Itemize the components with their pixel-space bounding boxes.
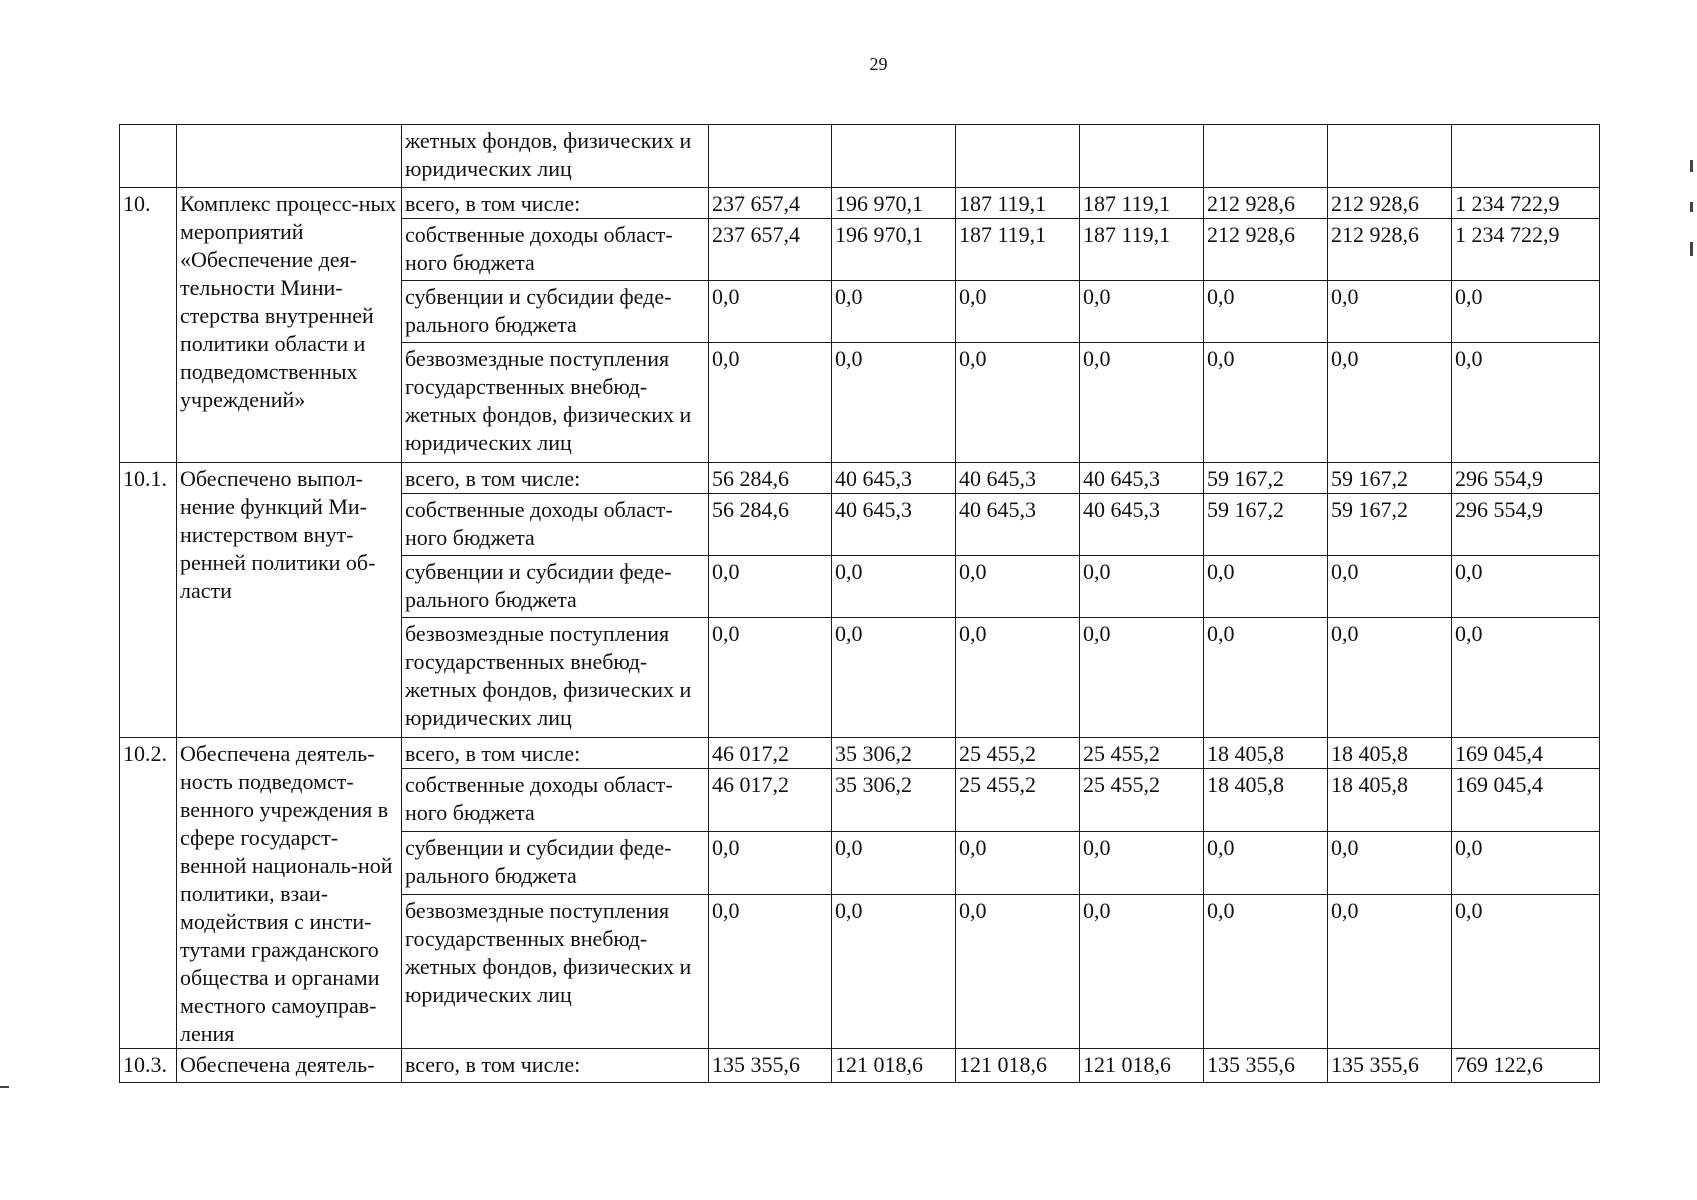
value-cell: 0,0	[1080, 894, 1204, 1048]
description-cell: Обеспечена деятель-ность подведомст-венного учреждения в сфере государст-венной националь-ной политики, взаи-модействия с инсти-тутами гражданского общества и органами местного самоуправ-ления	[177, 738, 402, 1049]
value-cell: 0,0	[956, 618, 1080, 738]
table-row	[120, 1049, 1600, 1083]
value-cell: 40 645,3	[832, 463, 956, 494]
value-cell: 46 017,2	[709, 738, 832, 769]
value-cell: 212 928,6	[1204, 219, 1328, 281]
value-cell: 25 455,2	[956, 769, 1080, 832]
value-cell: 0,0	[1328, 832, 1452, 895]
source-cell: всего, в том числе:	[402, 188, 709, 219]
value-cell: 0,0	[956, 343, 1080, 463]
value-cell: 0,0	[1204, 556, 1328, 618]
value-cell: 0,0	[709, 894, 832, 1048]
value-cell: 0,0	[1204, 832, 1328, 895]
value-cell: 1 234 722,9	[1452, 188, 1600, 219]
value-cell: 169 045,4	[1452, 738, 1600, 769]
value-cell: 18 405,8	[1328, 769, 1452, 832]
value-cell: 0,0	[1452, 343, 1600, 463]
value-cell: 25 455,2	[1080, 738, 1204, 769]
value-cell: 0,0	[956, 832, 1080, 895]
value-cell: 40 645,3	[832, 494, 956, 556]
value-cell: 46 017,2	[709, 769, 832, 832]
value-cell: 0,0	[832, 894, 956, 1048]
row-number-cell: 10.1.	[120, 463, 177, 738]
value-cell: 121 018,6	[1080, 1049, 1204, 1083]
value-cell: 0,0	[832, 556, 956, 618]
value-cell: 25 455,2	[956, 738, 1080, 769]
value-cell	[1080, 125, 1204, 188]
value-cell: 40 645,3	[1080, 463, 1204, 494]
value-cell: 18 405,8	[1204, 769, 1328, 832]
source-cell: безвозмездные поступления государственных внебюд-жетных фондов, физических и юридических лиц	[402, 894, 709, 1048]
source-cell: собственные доходы област-ного бюджета	[402, 494, 709, 556]
source-cell: всего, в том числе:	[402, 463, 709, 494]
value-cell	[956, 125, 1080, 188]
page-number: 29	[869, 54, 888, 74]
value-cell: 0,0	[1328, 618, 1452, 738]
value-cell: 0,0	[832, 832, 956, 895]
value-cell: 0,0	[709, 618, 832, 738]
value-cell: 0,0	[956, 894, 1080, 1048]
value-cell: 296 554,9	[1452, 494, 1600, 556]
value-cell: 35 306,2	[832, 769, 956, 832]
value-cell: 0,0	[1452, 281, 1600, 343]
value-cell: 0,0	[1204, 618, 1328, 738]
row-number-cell: 10.2.	[120, 738, 177, 1049]
value-cell: 40 645,3	[1080, 494, 1204, 556]
value-cell: 187 119,1	[956, 188, 1080, 219]
source-cell: безвозмездные поступления государственных внебюд-жетных фондов, физических и юридических лиц	[402, 618, 709, 738]
description-cell: Обеспечена деятель-	[177, 1049, 402, 1083]
description-cell: Обеспечено выпол-нение функций Ми-нистерством внут-ренней политики об-ласти	[177, 463, 402, 738]
source-cell: субвенции и субсидии феде-рального бюджета	[402, 281, 709, 343]
value-cell: 0,0	[1080, 618, 1204, 738]
description-cell: Комплекс процесс-ных мероприятий «Обеспечение дея-тельности Мини-стерства внутренней политики области и подведомственных учреждений»	[177, 188, 402, 463]
value-cell: 212 928,6	[1204, 188, 1328, 219]
value-cell: 59 167,2	[1204, 463, 1328, 494]
value-cell: 0,0	[709, 832, 832, 895]
value-cell: 0,0	[1080, 281, 1204, 343]
value-cell	[1328, 125, 1452, 188]
value-cell: 187 119,1	[1080, 188, 1204, 219]
source-cell: жетных фондов, физических и юридических лиц	[402, 125, 709, 188]
row-number-cell	[120, 125, 177, 188]
value-cell: 187 119,1	[1080, 219, 1204, 281]
source-cell: собственные доходы област-ного бюджета	[402, 219, 709, 281]
value-cell: 0,0	[709, 556, 832, 618]
value-cell: 0,0	[1452, 618, 1600, 738]
value-cell: 40 645,3	[956, 463, 1080, 494]
value-cell: 1 234 722,9	[1452, 219, 1600, 281]
value-cell: 59 167,2	[1328, 463, 1452, 494]
table-row	[120, 188, 1600, 219]
value-cell	[1204, 125, 1328, 188]
value-cell: 0,0	[832, 618, 956, 738]
description-cell	[177, 125, 402, 188]
value-cell: 0,0	[1080, 832, 1204, 895]
source-cell: безвозмездные поступления государственных внебюд-жетных фондов, физических и юридических лиц	[402, 343, 709, 463]
scan-edge-mark	[1690, 202, 1693, 212]
value-cell: 0,0	[1204, 894, 1328, 1048]
source-cell: субвенции и субсидии феде-рального бюджета	[402, 556, 709, 618]
scan-edge-mark	[1690, 160, 1693, 172]
value-cell: 40 645,3	[956, 494, 1080, 556]
value-cell: 0,0	[832, 281, 956, 343]
value-cell: 0,0	[1204, 281, 1328, 343]
table-row	[120, 125, 1600, 188]
value-cell: 0,0	[1328, 894, 1452, 1048]
source-cell: субвенции и субсидии феде-рального бюджета	[402, 832, 709, 895]
value-cell: 25 455,2	[1080, 769, 1204, 832]
value-cell: 0,0	[1452, 556, 1600, 618]
value-cell: 0,0	[956, 281, 1080, 343]
value-cell	[709, 125, 832, 188]
value-cell: 18 405,8	[1204, 738, 1328, 769]
source-cell: всего, в том числе:	[402, 1049, 709, 1083]
value-cell: 212 928,6	[1328, 219, 1452, 281]
budget-table	[119, 124, 1600, 1083]
value-cell: 237 657,4	[709, 188, 832, 219]
value-cell: 0,0	[956, 556, 1080, 618]
value-cell: 196 970,1	[832, 188, 956, 219]
value-cell: 196 970,1	[832, 219, 956, 281]
value-cell: 59 167,2	[1328, 494, 1452, 556]
value-cell: 56 284,6	[709, 494, 832, 556]
value-cell: 18 405,8	[1328, 738, 1452, 769]
value-cell	[1452, 125, 1600, 188]
value-cell: 59 167,2	[1204, 494, 1328, 556]
value-cell: 135 355,6	[1328, 1049, 1452, 1083]
value-cell: 296 554,9	[1452, 463, 1600, 494]
value-cell: 135 355,6	[709, 1049, 832, 1083]
value-cell: 169 045,4	[1452, 769, 1600, 832]
row-number-cell: 10.	[120, 188, 177, 463]
row-number-cell: 10.3.	[120, 1049, 177, 1083]
value-cell: 121 018,6	[956, 1049, 1080, 1083]
source-cell: собственные доходы област-ного бюджета	[402, 769, 709, 832]
value-cell: 0,0	[1452, 894, 1600, 1048]
value-cell: 212 928,6	[1328, 188, 1452, 219]
value-cell: 769 122,6	[1452, 1049, 1600, 1083]
table-row	[120, 463, 1600, 494]
value-cell: 187 119,1	[956, 219, 1080, 281]
value-cell: 0,0	[1328, 281, 1452, 343]
value-cell: 0,0	[709, 281, 832, 343]
value-cell: 0,0	[1080, 556, 1204, 618]
value-cell: 0,0	[832, 343, 956, 463]
value-cell	[832, 125, 956, 188]
value-cell: 56 284,6	[709, 463, 832, 494]
value-cell: 0,0	[1204, 343, 1328, 463]
scan-edge-mark	[1690, 242, 1693, 256]
scan-edge-mark	[0, 1086, 9, 1088]
value-cell: 35 306,2	[832, 738, 956, 769]
value-cell: 121 018,6	[832, 1049, 956, 1083]
value-cell: 135 355,6	[1204, 1049, 1328, 1083]
value-cell: 0,0	[1328, 556, 1452, 618]
value-cell: 0,0	[709, 343, 832, 463]
value-cell: 237 657,4	[709, 219, 832, 281]
source-cell: всего, в том числе:	[402, 738, 709, 769]
value-cell: 0,0	[1080, 343, 1204, 463]
table-row	[120, 738, 1600, 769]
value-cell: 0,0	[1452, 832, 1600, 895]
value-cell: 0,0	[1328, 343, 1452, 463]
